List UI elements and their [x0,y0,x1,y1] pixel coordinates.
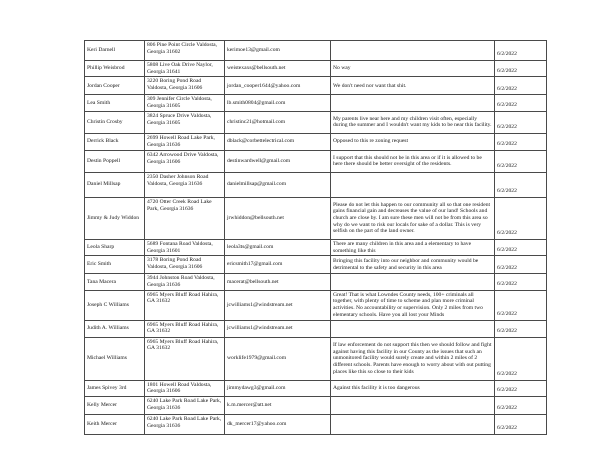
commenter-email: dblack@corbettelectrical.com [225,133,331,150]
table-row [85,415,547,435]
commenter-address: 2350 Dasher Johnson Road Valdosta, Georgia 31636 [145,172,225,197]
commenter-email: destinwardwell@gmail.com [225,150,331,172]
comment-date: 6/2/2022 [495,397,547,415]
commenter-name: Jimmy & Judy Widdon [85,197,145,239]
comment-date: 6/2/2022 [495,41,547,61]
commenter-name: Eric Smith [85,256,145,274]
comment-text [331,274,495,290]
table-row [85,111,547,133]
table-row [85,256,547,274]
commenter-address: 806 Pine Point Circle Valdosta, Georgia 31602 [145,41,225,61]
commenter-address: 3824 Spruce Drive Valdosta, Georgia 31605 [145,111,225,133]
commenter-name: Derrick Black [85,133,145,150]
comment-text [331,320,495,337]
table-row [85,197,547,239]
commenter-name: Kelly Mercer [85,397,145,415]
commenter-name: Lea Smith [85,95,145,111]
commenter-address: 6240 Lake Park Road Lake Park, Georgia 31636 [145,415,225,435]
commenter-address: 4720 Otter Creek Road Lake Park, Georgia 31636 [145,197,225,239]
commenter-name: Christin Crosby [85,111,145,133]
commenter-email: worklife1979@gmail.com [225,337,331,380]
comment-date: 6/2/2022 [495,133,547,150]
commenter-email: jordan_cooper1644@yahoo.com [225,77,331,95]
comment-date: 6/2/2022 [495,172,547,197]
commenter-email: jcwilliams1@windstream.net [225,320,331,337]
comment-text: There are many children in this area and a elementary to have something like this [331,239,495,255]
comment-date: 6/2/2022 [495,337,547,380]
comment-text [331,95,495,111]
commenter-name: Tana Macera [85,274,145,290]
commenter-name: Daniel Millsap [85,172,145,197]
table-row [85,41,547,61]
commenter-email: danielmillsap@gmail.com [225,172,331,197]
comment-text: Against this facility it is too dangerous [331,380,495,396]
table-row [85,239,547,255]
comment-text [331,397,495,415]
commenter-name: Phillip Weisbrod [85,61,145,77]
comment-date: 6/2/2022 [495,95,547,111]
comment-date: 6/2/2022 [495,197,547,239]
table-row [85,380,547,396]
commenter-name: Leola Sharp [85,239,145,255]
commenter-address: 309 Jennifer Circle Valdosta, Georgia 31605 [145,95,225,111]
commenter-email: macerat@bellsouth.net [225,274,331,290]
comment-text: I support that this should not be in this area or if it is allowed to be here there should be better oversight of the residents. [331,150,495,172]
comment-text: We don't need nor want that shit. [331,77,495,95]
comment-date: 6/2/2022 [495,256,547,274]
table-row [85,397,547,415]
commenter-address: 6342 Arrowood Drive Valdosta, Georgia 31606 [145,150,225,172]
commenter-name: Judith A. Williams [85,320,145,337]
commenter-name: Destin Poppell [85,150,145,172]
comment-text: No way [331,61,495,77]
comment-date: 6/2/2022 [495,239,547,255]
comment-date: 6/2/2022 [495,77,547,95]
table-row [85,172,547,197]
table-row [85,95,547,111]
commenter-address: 5808 Live Oak Drive Naylor, Georgia 31641 [145,61,225,77]
commenter-email: leola3ts@gmail.com [225,239,331,255]
commenter-email: ericsmith17@gmail.com [225,256,331,274]
commenter-email: lb.smith0804@gmail.com [225,95,331,111]
commenter-email: jrwhiddon@bellsouth.net [225,197,331,239]
commenter-name: Keri Darnell [85,41,145,61]
comment-date: 6/2/2022 [495,61,547,77]
commenter-address: 6965 Myers Bluff Road Hahira, GA 31632 [145,290,225,320]
comment-date: 6/2/2022 [495,320,547,337]
comment-text: Bringing this facility into our neighbor and community would be detrimental to the safety and security in this area [331,256,495,274]
commenter-address: 2699 Howell Road Lake Park, Georgia 31636 [145,133,225,150]
table-row [85,77,547,95]
commenter-email: kerimoe13@gmail.com [225,41,331,61]
commenter-email: christinc21@hotmail.com [225,111,331,133]
table-row [85,150,547,172]
commenter-address: 6240 Lake Park Road Lake Park, Georgia 31636 [145,397,225,415]
commenter-name: Michael Williams [85,337,145,380]
commenter-address: 6965 Myers Bluff Road Hahira, GA 31632 [145,320,225,337]
comment-text [331,41,495,61]
commenter-email: jcwilliams1@windstream.net [225,290,331,320]
table-row [85,320,547,337]
commenter-name: Jordan Cooper [85,77,145,95]
commenter-address: 6965 Myers Bluff Road Hahira, GA 31632 [145,337,225,380]
commenter-address: 1801 Howell Road Valdosta, Georgia 31606 [145,380,225,396]
commenter-address: 5689 Fontana Road Valdosta, Georgia 31601 [145,239,225,255]
comment-text: Please do not let this happen to our community all so that one resident gains financial gain and decreases the value of our land! Schools and church are close by. I am sure these men will not be from this area so why do we want to risk our locals for sake of a dollar. This is very selfish on the part of the land owner. [331,197,495,239]
commenter-email: weistexaxs@bellsouth.net [225,61,331,77]
table-row [85,337,547,380]
comment-text [331,172,495,197]
commenter-name: Joseph C Williams [85,290,145,320]
commenter-email: jimmydawg3@gmail.com [225,380,331,396]
comment-date: 6/2/2022 [495,415,547,435]
comment-date: 6/2/2022 [495,150,547,172]
comment-date: 6/2/2022 [495,290,547,320]
comment-date: 6/2/2022 [495,380,547,396]
comment-date: 6/2/2022 [495,111,547,133]
commenter-address: 3220 Boring Pond Road Valdosta, Georgia 31606 [145,77,225,95]
comment-date: 6/2/2022 [495,274,547,290]
commenter-address: 3944 Johnston Road Valdosta, Georgia 31636 [145,274,225,290]
table-row [85,290,547,320]
commenter-address: 3178 Boring Pond Road Valdosta, Georgia 31606 [145,256,225,274]
commenter-name: Keith Mercer [85,415,145,435]
table-row [85,133,547,150]
comment-text: Opposed to this re zoning request [331,133,495,150]
table-row [85,61,547,77]
comment-text: If law enforcement do not support this then we should follow and fight against having this facility in our County as the issues that such an unmonitored facility would surely create and within 2 miles of 2 different schools. Parents have enough to worry about with out putting places like this so close to their kids [331,337,495,380]
public-comments-table [84,40,547,435]
commenter-email: dk_mercer17@yahoo.com [225,415,331,435]
comment-text [331,415,495,435]
table-row [85,274,547,290]
comment-text: Great! That is what Lowndes County needs, 100+ criminals all together, with plenty of time to scheme and plan more criminal activities. No accountability or supervision. Only 2 miles from two elementary schools. Have you all lost your Minds [331,290,495,320]
table-body [85,41,547,435]
commenter-name: James Spivey 3rd [85,380,145,396]
comment-text: My parents live near here and my children visit often, especially during the summer and I wouldn't want my kids to be near this facility. [331,111,495,133]
commenter-email: k.m.mercer@att.net [225,397,331,415]
